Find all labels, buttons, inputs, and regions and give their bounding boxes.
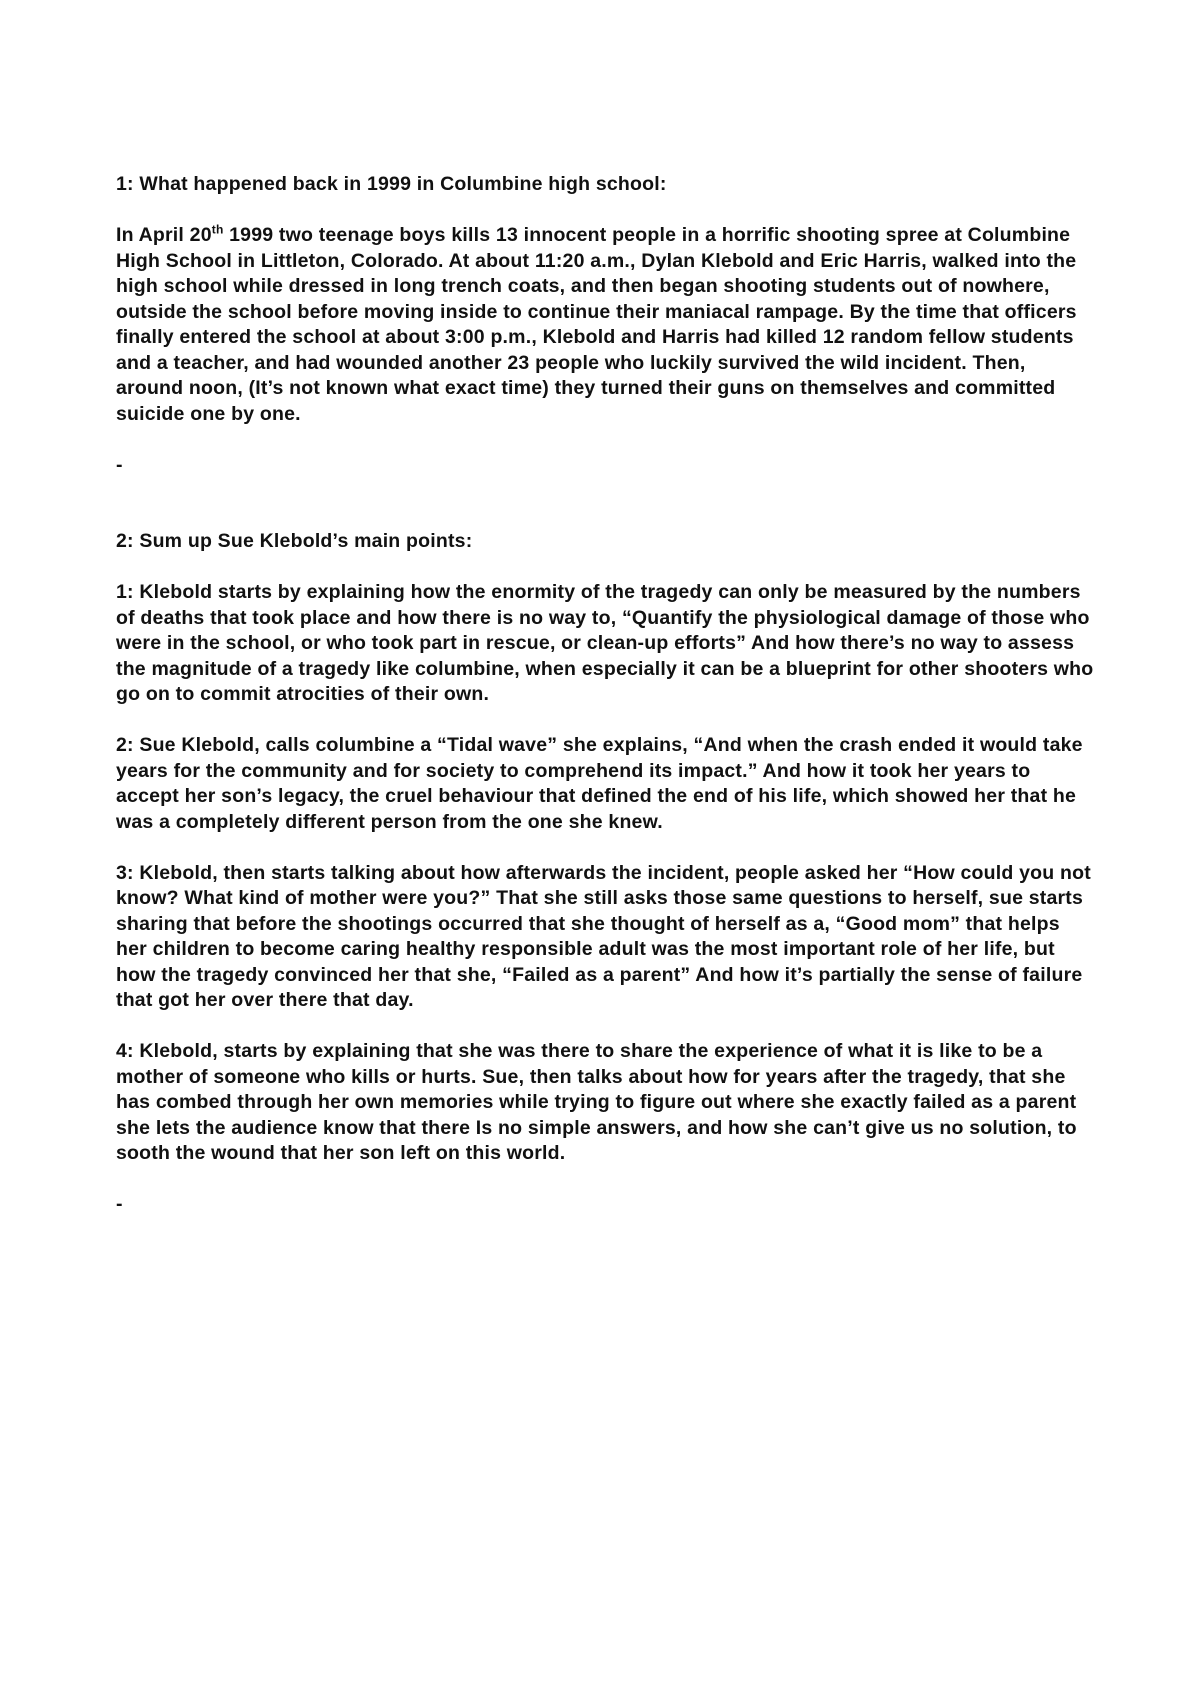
section2-heading: 2: Sum up Sue Klebold’s main points:	[116, 530, 473, 552]
section1-text-start: In April 20	[116, 224, 212, 246]
section1-text-rest: 1999 two teenage boys kills 13 innocent people in a horrific shooting spree at Columbine High School in Littleton, Colorado. At about 11:20 a.m., Dylan Klebold and Eric Harris, walked into the high school while dressed in long trench coats, and then began shooting students out of nowhere, outside the school before moving inside to continue their maniacal rampage. By the time that officers finally entered the school at about 3:00 p.m., Klebold and Harris had killed 12 random fellow students and a teacher, and had wounded another 23 people who luckily survived the wild incident. Then, around noon, (It’s not known what exact time) they turned their guns on themselves and committed suicide one by one.	[116, 224, 1077, 425]
section1-heading: 1: What happened back in 1999 in Columbine high school:	[116, 173, 667, 195]
point-2: 2: Sue Klebold, calls columbine a “Tidal wave” she explains, “And when the crash ended it would take years for the community and for society to comprehend its impact.” And how it took her years to accept her son’s legacy, the cruel behaviour that defined the end of his life, which showed her that he was a completely different person from the one she knew.	[116, 734, 1083, 833]
spacer	[116, 504, 1096, 530]
point-4: 4: Klebold, starts by explaining that she was there to share the experience of what it is like to be a mother of someone who kills or hurts. Sue, then talks about how for years after the tragedy, that she has combed through her own memories while trying to figure out where she exactly failed as a parent she lets the audience know that there Is no simple answers, and how she can’t give us no solution, to sooth the wound that her son left on this world.	[116, 1040, 1077, 1164]
section1-superscript: th	[211, 222, 224, 237]
section1-paragraph	[116, 223, 1096, 427]
section1-dash: -	[116, 453, 123, 476]
point-1: 1: Klebold starts by explaining how the enormity of the tragedy can only be measured by the numbers of deaths that took place and how there is no way to, “Quantify the physiological damage of those who were in the school, or who took part in rescue, or clean-up efforts” And how there’s no way to assess the magnitude of a tragedy like columbine, when especially it can be a blueprint for other shooters who go on to commit atrocities of their own.	[116, 581, 1094, 705]
point-3: 3: Klebold, then starts talking about how afterwards the incident, people asked her “How could you not know? What kind of mother were you?” That she still asks those same questions to herself, sue starts sharing that before the shootings occurred that she thought of herself as a, “Good mom” that helps her children to become caring healthy responsible adult was the most important role of her life, but how the tragedy convinced her that she, “Failed as a parent” And how it’s partially the sense of failure that got her over there that day.	[116, 861, 1091, 1011]
section2-dash: -	[116, 1193, 123, 1215]
document-body	[116, 172, 1096, 1243]
